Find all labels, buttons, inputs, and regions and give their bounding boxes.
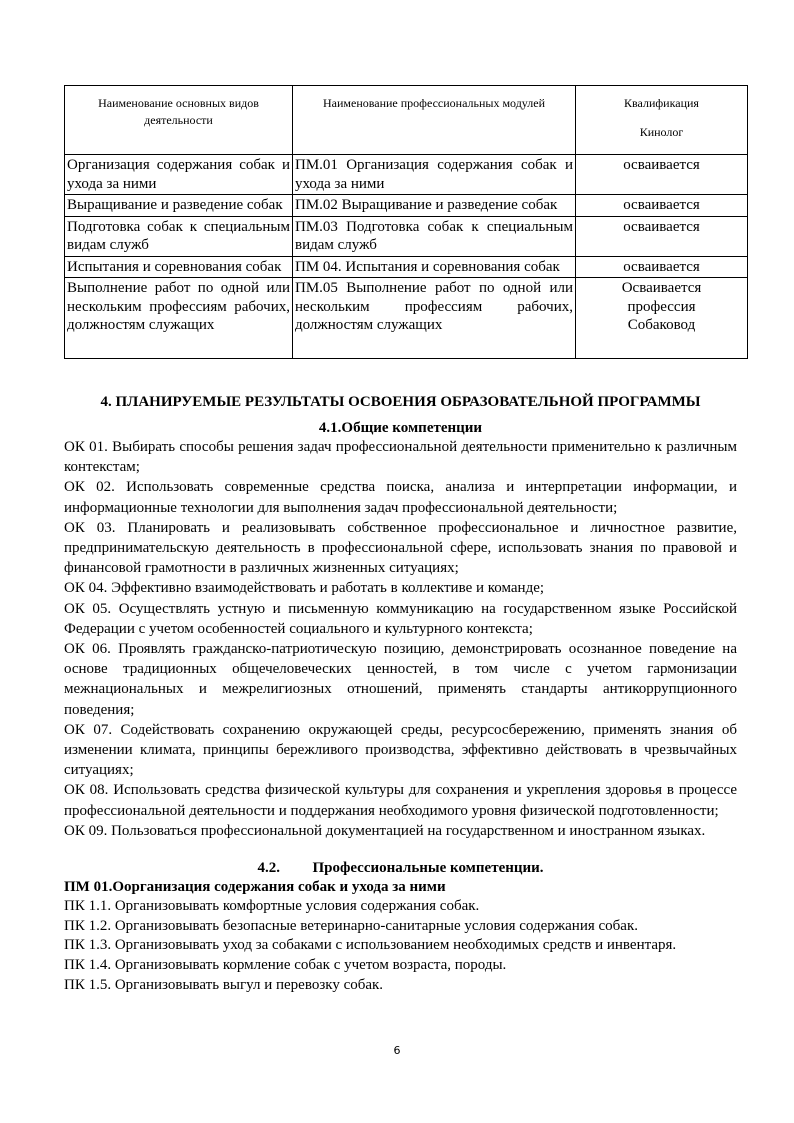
qualification-cell: осваивается <box>576 216 748 256</box>
pm01-title: ПМ 01.Оорганизация содержания собак и ухода за ними <box>64 879 446 896</box>
module-cell: ПМ 04. Испытания и соревнования собак <box>293 256 576 278</box>
list-item: ОК 04. Эффективно взаимодействовать и работать в коллективе и команде; <box>64 580 545 597</box>
module-cell: ПМ.01 Организация содержания собак и ухода за ними <box>293 155 576 195</box>
table-row <box>65 216 748 256</box>
module-cell: ПМ.05 Выполнение работ по одной или нескольким профессиям рабочих, должностям служащих <box>293 278 576 359</box>
qualification-line: профессия <box>627 298 696 315</box>
section-title: 4. ПЛАНИРУЕМЫЕ РЕЗУЛЬТАТЫ ОСВОЕНИЯ ОБРАЗОВАТЕЛЬНОЙ ПРОГРАММЫ <box>100 394 701 410</box>
module-cell: ПМ.02 Выращивание и разведение собак <box>293 195 576 217</box>
table-row <box>65 278 748 359</box>
activity-cell: Выполнение работ по одной или нескольким профессиям рабочих, должностям служащих <box>65 278 293 359</box>
activity-cell: Подготовка собак к специальным видам служб <box>65 216 293 256</box>
header-qualification-title: Квалификация <box>624 96 699 110</box>
qualification-line: Осваивается <box>621 280 702 296</box>
list-item: ОК 03. Планировать и реализовывать собственное профессиональное и личностное развитие, предпринимательскую деятельность в профессиональной сфере, использовать знания по правовой и финансовой грамотности в различных жизненных ситуациях; <box>64 519 737 577</box>
table-row <box>65 155 748 195</box>
table-header-row <box>65 86 748 155</box>
document-page <box>64 85 737 996</box>
qualification-cell: осваивается <box>576 155 748 195</box>
activity-cell: Выращивание и разведение собак <box>65 195 293 217</box>
activities-table <box>64 85 748 359</box>
list-item: ПК 1.2. Организовывать безопасные ветеринарно-санитарные условия содержания собак. <box>64 917 638 934</box>
general-competencies-list <box>64 437 737 841</box>
list-item: ПК 1.1. Организовывать комфортные условия содержания собак. <box>64 898 480 915</box>
header-qualification <box>576 86 748 155</box>
qualification-cell: осваивается <box>576 256 748 278</box>
subsection-number: 4.2. <box>257 860 280 877</box>
header-activity: Наименование основных видов деятельности <box>65 86 293 155</box>
module-cell: ПМ.03 Подготовка собак к специальным видам служб <box>293 216 576 256</box>
subsection-title: Профессиональные компетенции. <box>312 860 544 877</box>
qualification-line: Собаковод <box>627 317 696 333</box>
qualification-cell: осваивается <box>576 195 748 217</box>
activity-cell: Организация содержания собак и ухода за ними <box>65 155 293 195</box>
list-item: ПК 1.5. Организовывать выгул и перевозку собак. <box>64 976 384 993</box>
list-item: ОК 01. Выбирать способы решения задач профессиональной деятельности применительно к различным контекстам; <box>64 439 737 476</box>
list-item: ПК 1.3. Организовывать уход за собаками с использованием необходимых средств и инвентаря. <box>64 937 677 954</box>
professional-competencies-title <box>64 860 737 877</box>
list-item: ОК 08. Использовать средства физической культуры для сохранения и укрепления здоровья в процессе профессиональной деятельности и поддержания необходимого уровня физической подготовленности; <box>64 782 737 819</box>
activity-cell: Испытания и соревнования собак <box>65 256 293 278</box>
list-item: ОК 05. Осуществлять устную и письменную коммуникацию на государственном языке Российской Федерации с учетом особенностей социального и культурного контекста; <box>64 600 737 637</box>
header-module: Наименование профессиональных модулей <box>293 86 576 155</box>
list-item: ОК 02. Использовать современные средства поиска, анализа и интерпретации информации, и информационные технологии для выполнения задач профессиональной деятельности; <box>64 479 737 516</box>
table-row <box>65 195 748 217</box>
pk-list <box>64 897 737 996</box>
general-competencies-title: 4.1.Общие компетенции <box>318 420 483 436</box>
list-item: ПК 1.4. Организовывать кормление собак с учетом возраста, породы. <box>64 957 507 974</box>
list-item: ОК 06. Проявлять гражданско-патриотическую позицию, демонстрировать осознанное поведение на основе традиционных общечеловеческих ценностей, в том числе с учетом гармонизации межнациональных и межрелигиозных отношений, применять стандарты антикоррупционного поведения; <box>64 641 737 718</box>
list-item: ОК 07. Содействовать сохранению окружающей среды, ресурсосбережению, применять знания об изменении климата, принципы бережливого производства, эффективно действовать в чрезвычайных ситуациях; <box>64 721 737 779</box>
list-item: ОК 09. Пользоваться профессиональной документацией на государственном и иностранном языках. <box>64 822 706 839</box>
qualification-cell <box>576 278 748 359</box>
page-number: 6 <box>393 1044 401 1057</box>
table-row <box>65 256 748 278</box>
header-qualification-sub: Кинолог <box>639 125 684 139</box>
